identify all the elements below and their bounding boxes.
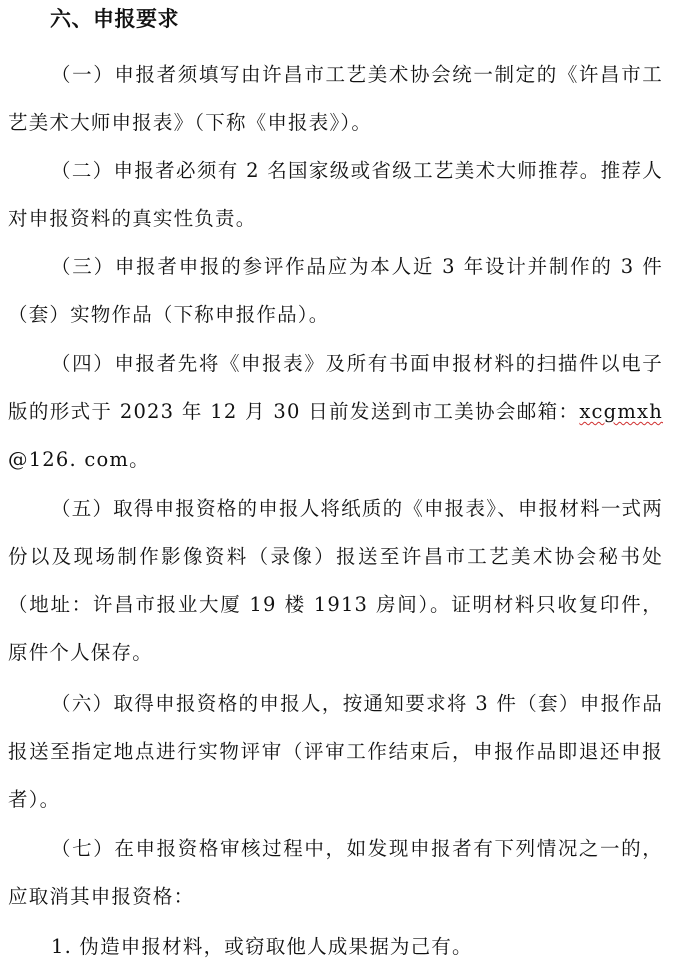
requirement-item-1: （一）申报者须填写由许昌市工艺美术协会统一制定的《许昌市工艺美术大师申报表》（下称《申报表》）。: [8, 63, 663, 134]
disqualification-item-1: 1. 伪造申报材料，或窃取他人成果据为己有。: [51, 935, 473, 958]
section-heading: 六、申报要求: [50, 7, 179, 31]
requirement-item-5: （五）取得申报资格的申报人将纸质的《申报表》、申报材料一式两份以及现场制作影像资料（录像）报送至许昌市工艺美术协会秘书处（地址：许昌市报业大厦 19 楼 1913 房间）。证明材料只收复印件，原件个人保存。: [8, 497, 663, 664]
email-address-user: xcgmxh: [579, 400, 663, 423]
requirement-item-4-text: （四）申报者先将《申报表》及所有书面申报材料的扫描件以电子版的形式于 2023 年 12 月 30 日前发送到市工美协会邮箱：: [8, 352, 663, 423]
requirement-item-6: （六）取得申报资格的申报人，按通知要求将 3 件（套）申报作品报送至指定地点进行实物评审（评审工作结束后，申报作品即退还申报者）。: [8, 692, 663, 811]
requirement-item-4: [8, 340, 663, 484]
requirement-item-2: （二）申报者必须有 2 名国家级或省级工艺美术大师推荐。推荐人对申报资料的真实性负责。: [8, 159, 663, 230]
requirement-item-3: （三）申报者申报的参评作品应为本人近 3 年设计并制作的 3 件（套）实物作品（下称申报作品）。: [8, 255, 663, 326]
requirement-item-7: （七）在申报资格审核过程中，如发现申报者有下列情况之一的，应取消其申报资格：: [8, 837, 663, 908]
email-address-domain: @126. com。: [8, 448, 150, 471]
